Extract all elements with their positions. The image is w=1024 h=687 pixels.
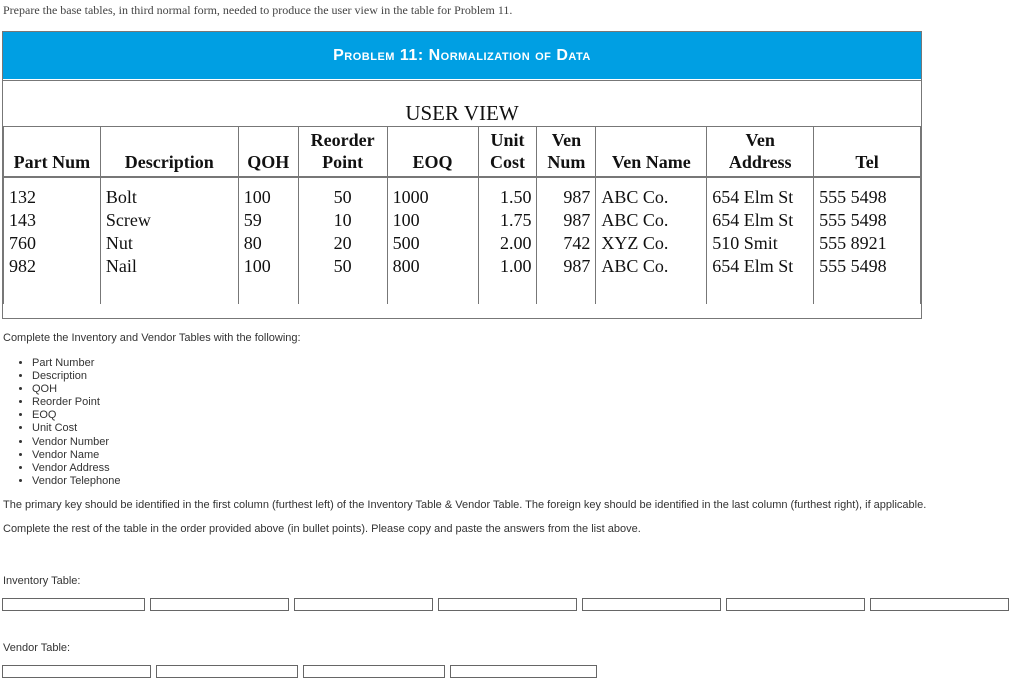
key-instruction: The primary key should be identified in the first column (furthest left) of the Inventory Table & Vendor Table. The foreign key should be identified in the last column (furthest right), if applicable. [3, 499, 927, 511]
user-view-label: USER VIEW [405, 101, 519, 125]
cell-qoh: 100 [238, 177, 298, 209]
header-label: Reorder [310, 130, 375, 150]
header-label: Num [547, 152, 586, 172]
table-row [4, 255, 921, 304]
inventory-answer-cell[interactable] [870, 598, 1009, 611]
vendor-table [2, 665, 602, 678]
cell-eoq: 1000 [387, 177, 478, 209]
cell-ven-address: 510 Smit [707, 232, 814, 255]
header-label: Point [322, 152, 364, 172]
cell-ven-address: 654 Elm St [707, 177, 814, 209]
cell-ven-address: 654 Elm St [707, 255, 814, 304]
cell-reorder: 10 [298, 209, 387, 232]
cell-ven-address: 654 Elm St [707, 209, 814, 232]
list-item: • EOQ [32, 409, 121, 422]
header-label: Description [124, 152, 214, 172]
vendor-table-label: Vendor Table: [3, 642, 71, 654]
order-instruction: Complete the rest of the table in the order provided above (in bullet points). Please copy and paste the answers from the list above. [3, 523, 641, 535]
inventory-answer-cell[interactable] [582, 598, 721, 611]
cell-qoh: 80 [238, 232, 298, 255]
cell-part-num: 982 [4, 255, 101, 304]
header-label: Ven Name [611, 152, 691, 172]
vendor-answer-cell[interactable] [450, 665, 597, 678]
cell-qoh: 59 [238, 209, 298, 232]
problem-figure [2, 31, 922, 319]
cell-unit-cost: 2.00 [478, 232, 537, 255]
cell-eoq: 100 [387, 209, 478, 232]
header-label: Ven [551, 130, 582, 150]
cell-reorder: 50 [298, 255, 387, 304]
table-row [4, 209, 921, 232]
col-header-qoh [238, 127, 298, 178]
list-item: • Vendor Name [32, 449, 121, 462]
inventory-answer-cell[interactable] [2, 598, 145, 611]
col-header-tel [814, 127, 921, 178]
cell-description: Bolt [100, 177, 238, 209]
cell-ven-name: ABC Co. [596, 209, 707, 232]
cell-part-num: 760 [4, 232, 101, 255]
col-header-ven-address [707, 127, 814, 178]
header-label: Cost [489, 152, 525, 172]
header-label: Address [728, 152, 792, 172]
list-item: • Part Number [32, 357, 121, 370]
header-label: Tel [855, 152, 879, 172]
inventory-answer-cell[interactable] [726, 598, 865, 611]
cell-ven-num: 742 [537, 232, 596, 255]
table-row [4, 232, 921, 255]
list-item: • Unit Cost [32, 422, 121, 435]
cell-tel: 555 8921 [814, 232, 921, 255]
cell-unit-cost: 1.50 [478, 177, 537, 209]
inventory-table-label: Inventory Table: [3, 575, 81, 587]
header-label: Unit [490, 130, 525, 150]
col-header-reorder-point [298, 127, 387, 178]
figure-title: Problem 11: Normalization of Data [333, 46, 591, 64]
cell-reorder: 20 [298, 232, 387, 255]
cell-ven-name: ABC Co. [596, 255, 707, 304]
cell-eoq: 500 [387, 232, 478, 255]
list-item: • Description [32, 370, 121, 383]
cell-tel: 555 5498 [814, 209, 921, 232]
cell-ven-name: XYZ Co. [596, 232, 707, 255]
field-list [18, 357, 121, 488]
list-item: • Vendor Telephone [32, 475, 121, 488]
header-label: QOH [247, 152, 290, 172]
complete-instruction: Complete the Inventory and Vendor Tables with the following: [3, 332, 301, 344]
col-header-description [100, 127, 238, 178]
cell-qoh: 100 [238, 255, 298, 304]
col-header-eoq [387, 127, 478, 178]
header-label: Part Num [13, 152, 91, 172]
list-item: • Vendor Address [32, 462, 121, 475]
inventory-answer-cell[interactable] [294, 598, 433, 611]
cell-tel: 555 5498 [814, 177, 921, 209]
list-item: • Reorder Point [32, 396, 121, 409]
col-header-ven-num [537, 127, 596, 178]
cell-unit-cost: 1.75 [478, 209, 537, 232]
figure-banner [3, 32, 921, 79]
cell-part-num: 132 [4, 177, 101, 209]
problem-intro: Prepare the base tables, in third normal form, needed to produce the user view in the table for Problem 11. [3, 3, 513, 17]
user-view-heading [3, 80, 921, 127]
header-row [4, 127, 921, 178]
inventory-answer-cell[interactable] [150, 598, 289, 611]
col-header-ven-name [596, 127, 707, 178]
col-header-part-num [4, 127, 101, 178]
cell-ven-num: 987 [537, 255, 596, 304]
header-label: EOQ [412, 152, 453, 172]
cell-description: Screw [100, 209, 238, 232]
vendor-answer-cell[interactable] [156, 665, 298, 678]
cell-reorder: 50 [298, 177, 387, 209]
cell-description: Nut [100, 232, 238, 255]
cell-eoq: 800 [387, 255, 478, 304]
inventory-table [2, 598, 1014, 611]
vendor-answer-cell[interactable] [303, 665, 445, 678]
cell-ven-num: 987 [537, 209, 596, 232]
col-header-unit-cost [478, 127, 537, 178]
user-view-table [3, 126, 921, 304]
list-item: • Vendor Number [32, 436, 121, 449]
vendor-answer-cell[interactable] [2, 665, 151, 678]
cell-tel: 555 5498 [814, 255, 921, 304]
cell-unit-cost: 1.00 [478, 255, 537, 304]
cell-description: Nail [100, 255, 238, 304]
table-row [4, 177, 921, 209]
header-label: Ven [745, 130, 775, 150]
cell-ven-num: 987 [537, 177, 596, 209]
cell-ven-name: ABC Co. [596, 177, 707, 209]
cell-part-num: 143 [4, 209, 101, 232]
inventory-answer-cell[interactable] [438, 598, 577, 611]
list-item: • QOH [32, 383, 121, 396]
